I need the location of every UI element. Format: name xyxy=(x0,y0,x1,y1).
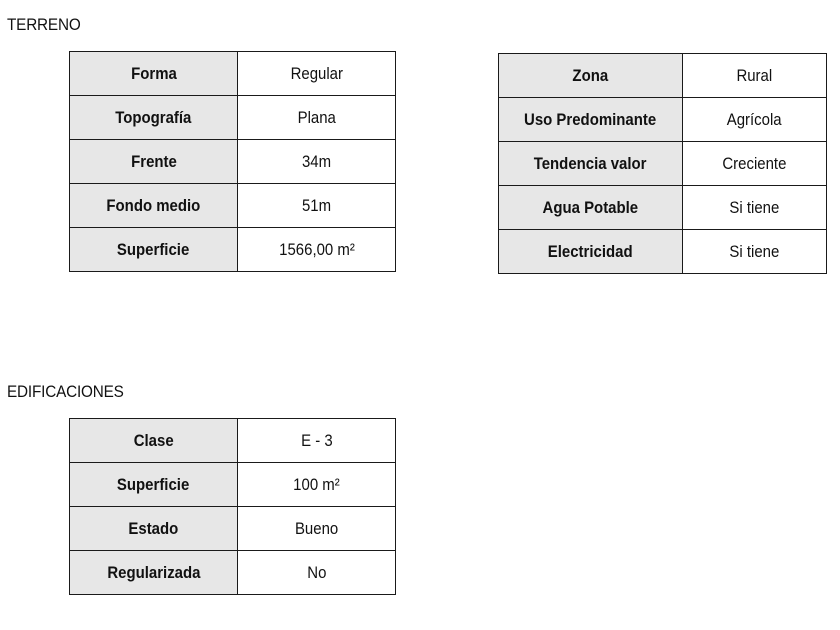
row-value xyxy=(238,463,396,507)
row-value xyxy=(238,419,396,463)
row-value-text: Creciente xyxy=(722,153,787,173)
row-value xyxy=(238,507,396,551)
row-value-text: 51m xyxy=(301,195,332,215)
row-label xyxy=(70,551,238,595)
row-value-text: Bueno xyxy=(294,518,339,538)
row-label-text: Electricidad xyxy=(548,241,633,261)
row-value-text: Plana xyxy=(297,107,336,127)
row-label xyxy=(70,96,238,140)
table-row xyxy=(70,52,396,96)
row-value xyxy=(683,54,827,98)
row-label-text: Clase xyxy=(133,430,174,450)
table-row xyxy=(70,140,396,184)
table-row xyxy=(499,54,827,98)
table-row xyxy=(70,184,396,228)
table-row xyxy=(70,228,396,272)
row-label xyxy=(70,52,238,96)
row-label xyxy=(70,140,238,184)
table-row xyxy=(499,98,827,142)
row-label-text: Topografía xyxy=(115,107,192,127)
row-label-text: Forma xyxy=(130,63,177,83)
row-value-text: 34m xyxy=(301,151,332,171)
row-label-text: Zona xyxy=(572,65,609,85)
row-value-text: 100 m² xyxy=(293,474,340,494)
row-value xyxy=(683,186,827,230)
row-label-text: Fondo medio xyxy=(106,195,201,215)
row-label xyxy=(499,186,683,230)
row-label xyxy=(70,419,238,463)
section-title-edificaciones: EDIFICACIONES xyxy=(7,382,124,401)
row-label xyxy=(499,54,683,98)
row-label-text: Tendencia valor xyxy=(534,153,647,173)
terreno-table-right xyxy=(498,53,827,274)
row-label-text: Superficie xyxy=(117,239,190,259)
row-value-text: No xyxy=(306,562,327,582)
row-label-text: Superficie xyxy=(117,474,190,494)
row-value xyxy=(683,142,827,186)
row-value xyxy=(683,98,827,142)
row-value xyxy=(238,140,396,184)
row-value-text: Agrícola xyxy=(727,109,782,129)
row-value xyxy=(238,96,396,140)
row-value xyxy=(238,228,396,272)
row-label-text: Frente xyxy=(130,151,177,171)
row-label xyxy=(499,142,683,186)
row-value-text: 1566,00 m² xyxy=(278,239,355,259)
row-value-text: Si tiene xyxy=(729,197,780,217)
row-value xyxy=(238,184,396,228)
row-label xyxy=(70,507,238,551)
terreno-table-left xyxy=(69,51,396,272)
row-label xyxy=(70,184,238,228)
row-value xyxy=(683,230,827,274)
table-row xyxy=(499,142,827,186)
table-row xyxy=(499,230,827,274)
table-row xyxy=(70,551,396,595)
edificaciones-table xyxy=(69,418,396,595)
table-row xyxy=(499,186,827,230)
row-value xyxy=(238,551,396,595)
row-value-text: E - 3 xyxy=(300,430,333,450)
row-label xyxy=(499,230,683,274)
row-label xyxy=(70,228,238,272)
row-label xyxy=(70,463,238,507)
row-value xyxy=(238,52,396,96)
row-value-text: Rural xyxy=(736,65,773,85)
section-title-terreno: TERRENO xyxy=(7,15,81,34)
row-value-text: Regular xyxy=(290,63,343,83)
row-label-text: Uso Predominante xyxy=(524,109,657,129)
table-row xyxy=(70,507,396,551)
table-row xyxy=(70,463,396,507)
table-row xyxy=(70,419,396,463)
row-label-text: Agua Potable xyxy=(542,197,639,217)
row-label xyxy=(499,98,683,142)
row-label-text: Regularizada xyxy=(106,562,201,582)
table-row xyxy=(70,96,396,140)
row-label-text: Estado xyxy=(128,518,179,538)
row-value-text: Si tiene xyxy=(729,241,780,261)
